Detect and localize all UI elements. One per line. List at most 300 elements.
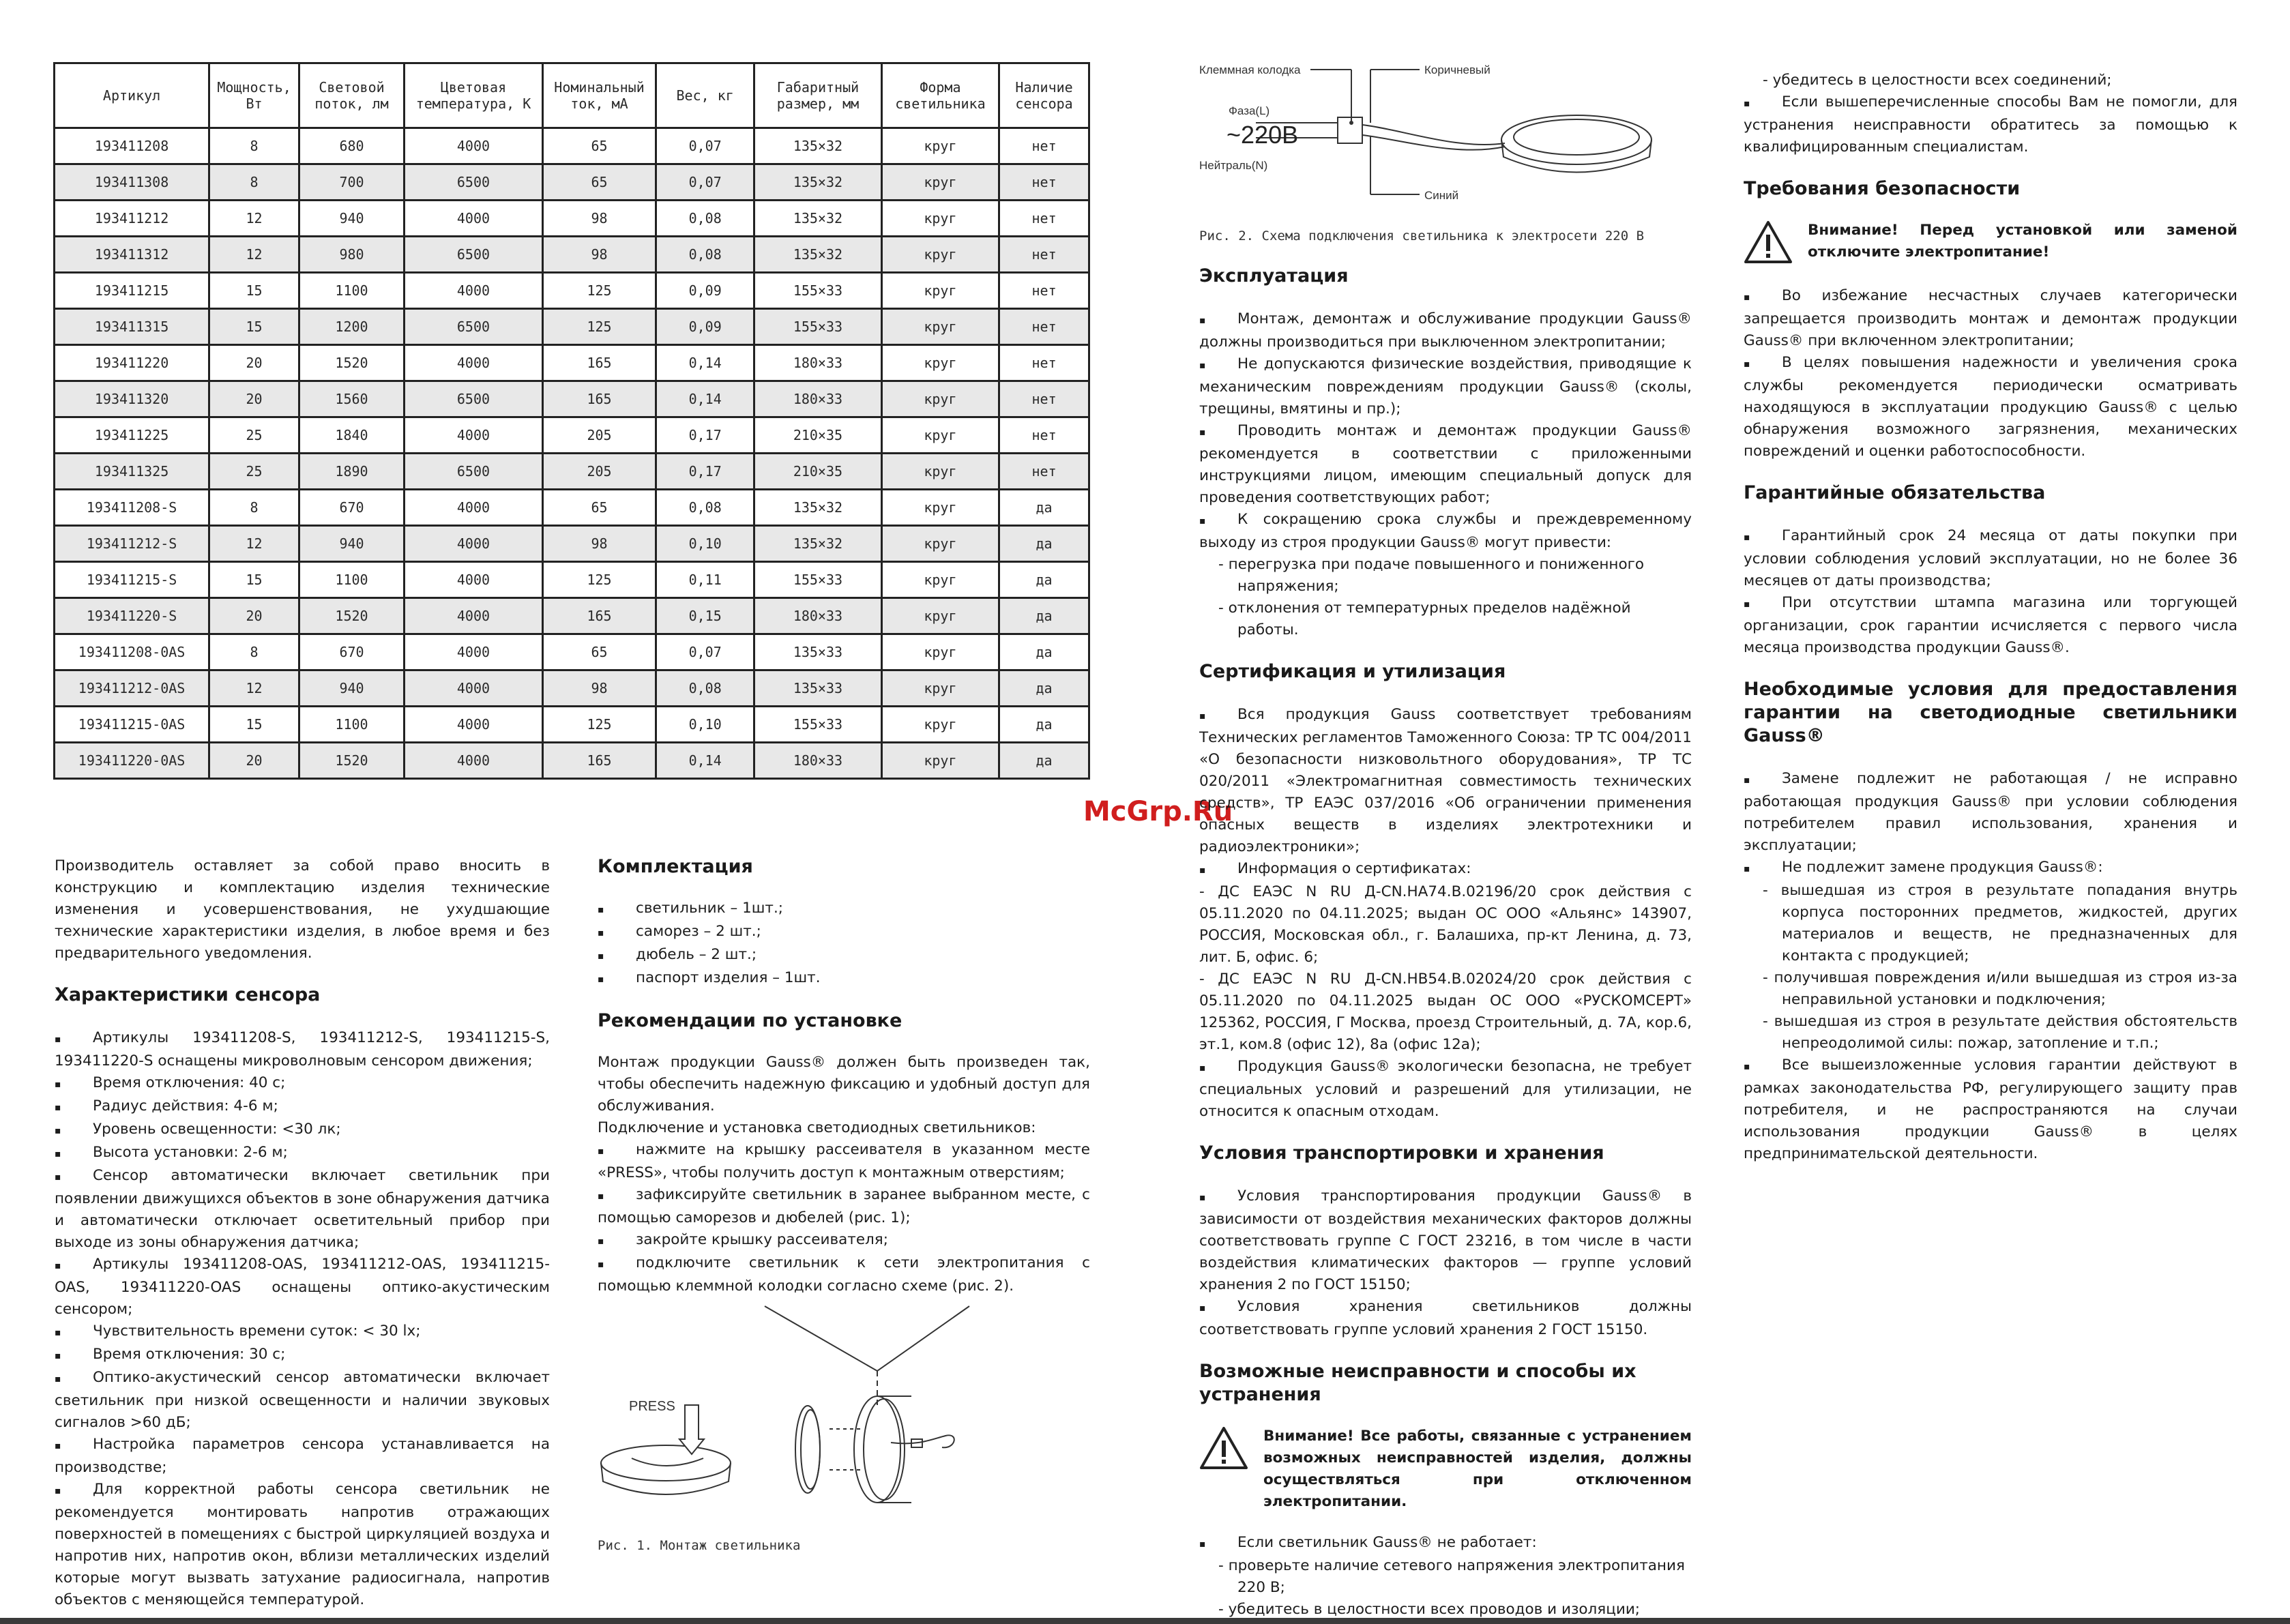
cell-flux: 1100 [299, 562, 404, 598]
cell-weight: 0,08 [656, 201, 754, 237]
specifications-table [53, 62, 1090, 780]
phase-label: Фаза(L) [1229, 104, 1270, 117]
cell-power: 20 [209, 743, 299, 779]
table-row [55, 526, 1089, 562]
cell-flux: 670 [299, 634, 404, 670]
cell-color-temp: 6500 [405, 454, 543, 490]
col-header-color-temp: Цветовая температура, К [405, 63, 543, 128]
list-item: ▪ Продукция Gauss® экологически безопасна, не требует специальных условий и разрешений для утилизации, не относится к опасным отходам. [1199, 1056, 1692, 1123]
transport-title: Условия транспортировки и хранения [1199, 1142, 1604, 1164]
cell-shape: круг [881, 345, 999, 381]
cell-color-temp: 4000 [405, 526, 543, 562]
cell-flux: 680 [299, 128, 404, 164]
cell-color-temp: 4000 [405, 634, 543, 670]
cell-shape: круг [881, 526, 999, 562]
cell-size: 180×33 [754, 743, 882, 779]
cell-size: 135×33 [754, 634, 882, 670]
warranty-title: Гарантийные обязательства [1744, 482, 2046, 503]
cell-current: 65 [542, 490, 656, 526]
list-item: ▪ Если светильник Gauss® не работает: [1199, 1532, 1692, 1555]
list-item: - проверьте наличие сетевого напряжения электропитания 220 В; [1218, 1557, 1685, 1596]
luminaire-side [1501, 140, 1652, 173]
list-item: ▪ паспорт изделия – 1шт. [598, 967, 1090, 990]
cell-article: 193411208-S [55, 490, 209, 526]
list-item: ▪ Не допускаются физические воздействия, приводящие к механическим повреждениям продукции Gauss® (сколы, трещины, вмятины и пр.); [1199, 353, 1692, 420]
list-item: ▪ Артикулы 193411208-OAS, 193411212-OAS, 193411215-OAS, 193411220-OAS оснащены оптико-акустическим сенсором; [55, 1254, 550, 1320]
col-header-sensor: Наличие сенсора [999, 63, 1089, 128]
cell-power: 20 [209, 381, 299, 417]
list-item: - вышедшая из строя в результате попадания внутрь корпуса посторонних предметов, жидкостей, других материалов и веществ, не предназначенных для контакта с продукцией; [1763, 882, 2237, 964]
mounting-figure [591, 1303, 973, 1528]
cell-current: 165 [542, 381, 656, 417]
faults-warning-text: Внимание! Все работы, связанные с устранением возможных неисправностей изделия, должны осуществляться при отключенном электропитании. [1263, 1428, 1692, 1510]
list-item: ▪ Условия хранения светильников должны соответствовать группе условий хранения 2 ГОСТ 15150. [1199, 1296, 1692, 1341]
cell-power: 25 [209, 417, 299, 454]
cell-size: 155×33 [754, 273, 882, 309]
cell-power: 12 [209, 237, 299, 273]
luminaire-body [601, 1463, 731, 1494]
kit-list [598, 898, 1090, 990]
cell-size: 155×33 [754, 562, 882, 598]
cell-color-temp: 4000 [405, 345, 543, 381]
operation-title: Эксплуатация [1199, 265, 1349, 286]
cell-weight: 0,14 [656, 743, 754, 779]
list-item: ▪ Для корректной работы сенсора светильник не рекомендуется монтировать напротив отражающих поверхностей в помещениях с быстрой циркуляцией воздуха и напротив них, напротив окон, вблизи металлических изделий которые могут вызвать затухание радиосигнала, напротив объектов с меняющейся температурой. [55, 1479, 550, 1611]
install-intro: Монтаж продукции Gauss® должен быть произведен так, чтобы обеспечить надежную фиксацию и удобный доступ для обслуживания. [598, 1054, 1090, 1114]
luminaire-diffuser [1514, 119, 1639, 155]
luminaire-top [601, 1445, 731, 1481]
cell-sensor: да [999, 634, 1089, 670]
list-item: ▪ К сокращению срока службы и преждевременному выходу из строя продукции Gauss® могут привести: [1199, 509, 1692, 554]
list-item: - отклонения от температурных пределов надёжной работы. [1218, 600, 1631, 638]
safety-title: Требования безопасности [1744, 178, 2021, 199]
cell-article: 193411325 [55, 454, 209, 490]
cell-power: 15 [209, 562, 299, 598]
cell-flux: 700 [299, 164, 404, 201]
cell-sensor: нет [999, 201, 1089, 237]
cell-sensor: нет [999, 381, 1089, 417]
cell-article: 193411215-0AS [55, 707, 209, 743]
cell-sensor: нет [999, 128, 1089, 164]
cell-size: 210×35 [754, 417, 882, 454]
cell-color-temp: 4000 [405, 743, 543, 779]
safety-list [1744, 285, 2237, 462]
warning-icon [1199, 1426, 1248, 1471]
safety-warning-text: Внимание! Перед установкой или заменой отключите электропитание! [1808, 222, 2237, 261]
cell-flux: 1520 [299, 345, 404, 381]
cell-size: 180×33 [754, 345, 882, 381]
cell-weight: 0,09 [656, 309, 754, 345]
operation-list [1199, 308, 1692, 641]
cell-sensor: нет [999, 309, 1089, 345]
cell-article: 193411212-0AS [55, 670, 209, 707]
list-item: - убедитесь в целостности всех соединений; [1763, 72, 2112, 89]
cell-weight: 0,07 [656, 164, 754, 201]
cell-article: 193411215 [55, 273, 209, 309]
col-header-article: Артикул [55, 63, 209, 128]
table-row [55, 634, 1089, 670]
table-row [55, 128, 1089, 164]
cell-current: 65 [542, 164, 656, 201]
cell-size: 155×33 [754, 309, 882, 345]
cell-shape: круг [881, 417, 999, 454]
cell-size: 180×33 [754, 598, 882, 634]
cell-sensor: нет [999, 345, 1089, 381]
cell-article: 193411215-S [55, 562, 209, 598]
cell-weight: 0,07 [656, 128, 754, 164]
cell-size: 135×33 [754, 670, 882, 707]
terminal-label: Клеммная колодка [1199, 63, 1301, 76]
kit-title: Комплектация [598, 856, 753, 877]
faults-warning [1199, 1426, 1692, 1513]
cell-article: 193411308 [55, 164, 209, 201]
cell-color-temp: 4000 [405, 490, 543, 526]
cell-current: 165 [542, 345, 656, 381]
table-row [55, 598, 1089, 634]
table-header-row [55, 63, 1089, 128]
cell-sensor: нет [999, 237, 1089, 273]
cell-sensor: да [999, 490, 1089, 526]
cell-power: 8 [209, 490, 299, 526]
list-item: - перегрузка при подаче повышенного и пониженного напряжения; [1218, 556, 1645, 595]
cell-current: 205 [542, 417, 656, 454]
column-1 [55, 855, 550, 1611]
cell-current: 125 [542, 707, 656, 743]
cell-sensor: нет [999, 164, 1089, 201]
cell-power: 20 [209, 345, 299, 381]
cell-flux: 1100 [299, 707, 404, 743]
cell-power: 8 [209, 128, 299, 164]
cell-weight: 0,14 [656, 345, 754, 381]
cell-sensor: да [999, 526, 1089, 562]
cell-article: 193411312 [55, 237, 209, 273]
cell-sensor: да [999, 707, 1089, 743]
cell-flux: 1520 [299, 598, 404, 634]
table-row [55, 454, 1089, 490]
cell-color-temp: 4000 [405, 670, 543, 707]
cell-size: 155×33 [754, 707, 882, 743]
list-item: ▪ нажмите на крышку рассеивателя в указанном месте «PRESS», чтобы получить доступ к монтажным отверстиям; [598, 1139, 1090, 1184]
list-item: ▪ саморез – 2 шт.; [598, 921, 1090, 944]
list-item: - получившая повреждения и/или вышедшая из строя из-за неправильной установки и подключения; [1763, 969, 2237, 1008]
table-row [55, 562, 1089, 598]
cell-sensor: да [999, 743, 1089, 779]
cell-current: 98 [542, 237, 656, 273]
cell-color-temp: 6500 [405, 237, 543, 273]
cell-color-temp: 4000 [405, 598, 543, 634]
table-row [55, 345, 1089, 381]
conditions-list [1744, 768, 2237, 1165]
cell-weight: 0,17 [656, 417, 754, 454]
cell-power: 8 [209, 164, 299, 201]
cell-color-temp: 4000 [405, 562, 543, 598]
cell-article: 193411220-0AS [55, 743, 209, 779]
list-item: ▪ Информация о сертификатах: [1199, 858, 1692, 881]
sensor-list [55, 1027, 550, 1611]
list-item: ▪ Монтаж, демонтаж и обслуживание продукции Gauss® должны производиться при выключенном электропитании; [1199, 308, 1692, 353]
cell-shape: круг [881, 128, 999, 164]
cell-current: 65 [542, 634, 656, 670]
col-header-weight: Вес, кг [656, 63, 754, 128]
list-item: ▪ Время отключения: 30 с; [55, 1344, 550, 1367]
cell-sensor: нет [999, 417, 1089, 454]
cell-size: 135×32 [754, 201, 882, 237]
list-item: ▪ Радиус действия: 4-6 м; [55, 1095, 550, 1119]
list-item: - вышедшая из строя в результате действия обстоятельств непреодолимой силы: пожар, затопление и т.п.; [1763, 1013, 2237, 1052]
cell-article: 193411212-S [55, 526, 209, 562]
list-item: ▪ Оптико-акустический сенсор автоматически включает светильник при низкой освещенности и наличии звуковых сигналов >60 дБ; [55, 1367, 550, 1434]
cell-weight: 0,08 [656, 237, 754, 273]
column-2 [598, 855, 1090, 1297]
cell-flux: 940 [299, 201, 404, 237]
brown-label: Коричневый [1424, 63, 1491, 76]
cell-article: 193411225 [55, 417, 209, 454]
cell-flux: 1100 [299, 273, 404, 309]
cell-weight: 0,17 [656, 454, 754, 490]
list-item: ▪ Сенсор автоматически включает светильник при появлении движущихся объектов в зоне обнаружения датчика и автоматически отключает осветительный прибор при выходе из зоны обнаружения датчика; [55, 1165, 550, 1254]
cell-flux: 1200 [299, 309, 404, 345]
blue-cable [1362, 135, 1505, 150]
cell-weight: 0,14 [656, 381, 754, 417]
list-item: ▪ Вся продукция Gauss соответствует требованиям Технических регламентов Таможенного Союза: ТР ТС 004/2011 «О безопасности низковольтного оборудования», ТР ТС 020/2011 «Электромагнитная совместимость технических средств», ТР ЕАЭС 037/2016 «Об ограничении применения опасных веществ в изделиях электротехники и радиоэлектроники»; [1199, 704, 1692, 858]
fig2-caption: Рис. 2. Схема подключения светильника к электросети 220 В [1199, 228, 1645, 243]
cell-power: 15 [209, 273, 299, 309]
cell-article: 193411208-0AS [55, 634, 209, 670]
ceiling-corner-lines [765, 1306, 969, 1371]
install-title: Рекомендации по установке [598, 1010, 902, 1031]
list-item: ▪ Артикулы 193411208-S, 193411212-S, 193411215-S, 193411220-S оснащены микроволновым сенсором движения; [55, 1027, 550, 1072]
cell-color-temp: 4000 [405, 417, 543, 454]
cell-flux: 1840 [299, 417, 404, 454]
table-row [55, 743, 1089, 779]
cell-article: 193411208 [55, 128, 209, 164]
cell-sensor: да [999, 562, 1089, 598]
list-item: ▪ Время отключения: 40 с; [55, 1072, 550, 1095]
cell-flux: 1560 [299, 381, 404, 417]
diffuser-edge [632, 1458, 703, 1466]
faults-title: Возможные неисправности и способы их устранения [1199, 1361, 1636, 1405]
bottom-rule [0, 1618, 2290, 1624]
cell-current: 125 [542, 273, 656, 309]
cell-flux: 940 [299, 670, 404, 707]
voltage-label: ~220В [1227, 121, 1299, 149]
cell-power: 15 [209, 707, 299, 743]
table-row [55, 417, 1089, 454]
cell-shape: круг [881, 381, 999, 417]
cell-shape: круг [881, 454, 999, 490]
col-header-current: Номинальный ток, мА [542, 63, 656, 128]
cell-sensor: да [999, 598, 1089, 634]
list-item: ▪ светильник – 1шт.; [598, 898, 1090, 921]
cell-shape: круг [881, 309, 999, 345]
list-item: ▪ зафиксируйте светильник в заранее выбранном месте, с помощью саморезов и дюбелей (рис. 1); [598, 1184, 1090, 1229]
list-item: ▪ Уровень освещенности: <30 лк; [55, 1119, 550, 1142]
list-item: ▪ Условия транспортирования продукции Gauss® в зависимости от воздействия механических факторов должны соответствовать группе С ГОСТ 23216, в том числе в части воздействия климатических факторов — группе условий хранения 2 по ГОСТ 15150; [1199, 1185, 1692, 1296]
cell-color-temp: 4000 [405, 201, 543, 237]
cell-article: 193411320 [55, 381, 209, 417]
table-row [55, 670, 1089, 707]
cell-flux: 670 [299, 490, 404, 526]
cell-weight: 0,09 [656, 273, 754, 309]
cell-flux: 940 [299, 526, 404, 562]
base-ring-inner [864, 1399, 905, 1500]
warning-icon [1744, 220, 1793, 265]
cell-weight: 0,15 [656, 598, 754, 634]
list-item: ▪ В целях повышения надежности и увеличения срока службы рекомендуется периодически осматривать находящуюся в эксплуатации продукцию Gauss® с целью обнаружения возможного загрязнения, механических повреждений и оценки работоспособности. [1744, 352, 2237, 462]
table-row [55, 490, 1089, 526]
table-row [55, 707, 1089, 743]
cell-current: 205 [542, 454, 656, 490]
cell-power: 20 [209, 598, 299, 634]
cell-article: 193411220 [55, 345, 209, 381]
table-row [55, 273, 1089, 309]
cell-color-temp: 6500 [405, 164, 543, 201]
cell-current: 165 [542, 743, 656, 779]
cell-sensor: да [999, 670, 1089, 707]
list-item: ▪ дюбель – 2 шт.; [598, 944, 1090, 967]
cell-current: 165 [542, 598, 656, 634]
cell-size: 135×32 [754, 526, 882, 562]
faults-list [1199, 1532, 1692, 1621]
cell-color-temp: 6500 [405, 381, 543, 417]
list-item: ▪ Гарантийный срок 24 месяца от даты покупки при условии соблюдения условий эксплуатации, но не более 36 месяцев от даты производства; [1744, 525, 2237, 592]
neutral-label: Нейтраль(N) [1199, 159, 1268, 172]
terminal-block-icon [1338, 117, 1362, 143]
watermark: McGrp.Ru [1083, 796, 1233, 827]
cell-shape: круг [881, 273, 999, 309]
cell-shape: круг [881, 598, 999, 634]
cell-weight: 0,08 [656, 490, 754, 526]
list-item: - ДС ЕАЭС N RU Д-CN.НА74.В.02196/20 срок действия с 05.11.2020 по 04.11.2025; выдан ОС ООО «Альянс» 143907, РОССИЯ, Московская обл., г. Балашиха, пр-кт Ленина, д. 73, лит. Б, офис. 6; [1199, 883, 1692, 966]
cell-power: 8 [209, 634, 299, 670]
column-4 [1744, 70, 2237, 1165]
cell-size: 210×35 [754, 454, 882, 490]
cell-color-temp: 4000 [405, 273, 543, 309]
cell-size: 135×32 [754, 164, 882, 201]
cell-shape: круг [881, 670, 999, 707]
table-row [55, 201, 1089, 237]
col-header-flux: Световой поток, лм [299, 63, 404, 128]
cell-current: 125 [542, 309, 656, 345]
cell-shape: круг [881, 707, 999, 743]
terminal-dot [1349, 121, 1353, 125]
cell-size: 135×32 [754, 490, 882, 526]
col-header-size: Габаритный размер, мм [754, 63, 882, 128]
fig1-caption: Рис. 1. Монтаж светильника [598, 1538, 801, 1553]
col-header-power: Мощность, Вт [209, 63, 299, 128]
brown-cable [1362, 125, 1505, 145]
luminaire-icon [1501, 115, 1652, 164]
cell-shape: круг [881, 201, 999, 237]
cell-flux: 1890 [299, 454, 404, 490]
list-item: ▪ подключите светильник к сети электропитания с помощью клеммной колодки согласно схеме (рис. 2). [598, 1252, 1090, 1297]
list-item: - ДС ЕАЭС N RU Д-CN.НВ54.В.02024/20 срок действия с 05.11.2020 по 04.11.2025 выдан ОС ООО «РУСКОМСЕРТ» 125362, РОССИЯ, Г Москва, проезд Строительный, д. 7А, кор.6, эт.1, ком.8 (офис 12), 8а (офис 12а); [1199, 971, 1692, 1053]
cell-shape: круг [881, 634, 999, 670]
cell-flux: 1520 [299, 743, 404, 779]
cell-shape: круг [881, 743, 999, 779]
sensor-title: Характеристики сенсора [55, 984, 321, 1005]
cell-sensor: нет [999, 273, 1089, 309]
cell-size: 180×33 [754, 381, 882, 417]
press-arrow-icon [679, 1405, 704, 1454]
table-row [55, 237, 1089, 273]
cell-power: 12 [209, 670, 299, 707]
cell-shape: круг [881, 237, 999, 273]
cell-weight: 0,11 [656, 562, 754, 598]
cell-power: 12 [209, 201, 299, 237]
cell-current: 65 [542, 128, 656, 164]
list-item: ▪ Чувствительность времени суток: < 30 lx; [55, 1320, 550, 1344]
cell-weight: 0,10 [656, 526, 754, 562]
cell-power: 15 [209, 309, 299, 345]
table-row [55, 381, 1089, 417]
cell-power: 12 [209, 526, 299, 562]
cell-color-temp: 4000 [405, 707, 543, 743]
cell-weight: 0,10 [656, 707, 754, 743]
cell-shape: круг [881, 562, 999, 598]
col-header-shape: Форма светильника [881, 63, 999, 128]
list-item: ▪ закройте крышку рассеивателя; [598, 1229, 1090, 1252]
warranty-list [1744, 525, 2237, 659]
manufacturer-note: Производитель оставляет за собой право вносить в конструкцию и комплектацию изделия технические изменения и усовершенствования, не ухудшающие технические характеристики изделия, в любое время и без предварительного уведомления. [55, 857, 550, 962]
table-row [55, 309, 1089, 345]
cell-flux: 980 [299, 237, 404, 273]
list-item: ▪ При отсутствии штампа магазина или торгующей организации, срок гарантии исчисляется с первого числа месяца производства продукции Gauss®. [1744, 592, 2237, 659]
cell-size: 135×32 [754, 128, 882, 164]
cell-size: 135×32 [754, 237, 882, 273]
cell-weight: 0,08 [656, 670, 754, 707]
install-subtitle: Подключение и установка светодиодных светильников: [598, 1119, 1036, 1136]
safety-warning [1744, 220, 2237, 265]
cell-power: 25 [209, 454, 299, 490]
cell-color-temp: 4000 [405, 128, 543, 164]
cell-article: 193411315 [55, 309, 209, 345]
table-row [55, 164, 1089, 201]
cell-current: 125 [542, 562, 656, 598]
cell-color-temp: 6500 [405, 309, 543, 345]
cell-current: 98 [542, 201, 656, 237]
list-item: ▪ Высота установки: 2-6 м; [55, 1142, 550, 1165]
list-item: ▪ Если вышеперечисленные способы Вам не помогли, для устранения неисправности обратитесь за помощью к квалифицированным специалистам. [1744, 91, 2237, 158]
diffuser-cover-inner [801, 1410, 820, 1489]
cert-title: Сертификация и утилизация [1199, 661, 1506, 682]
base-ring [854, 1396, 900, 1503]
list-item: - убедитесь в целостности всех проводов и изоляции; [1218, 1601, 1641, 1618]
conditions-title: Необходимые условия для предоставления гарантии на светодиодные светильники Gauss® [1744, 679, 2237, 746]
blue-label: Синий [1424, 189, 1459, 202]
cell-article: 193411212 [55, 201, 209, 237]
table-body [55, 128, 1089, 779]
cell-current: 98 [542, 670, 656, 707]
list-item: ▪ Настройка параметров сенсора устанавливается на производстве; [55, 1434, 550, 1479]
list-item: ▪ Проводить монтаж и демонтаж продукции Gauss® рекомендуется в соответствии с приложенными инструкциями лицом, имеющим специальный допуск для проведения соответствующих работ; [1199, 420, 1692, 509]
cert-list [1199, 704, 1692, 1123]
cell-shape: круг [881, 490, 999, 526]
cell-weight: 0,07 [656, 634, 754, 670]
press-label: PRESS [629, 1399, 675, 1414]
list-item: ▪ Замене подлежит не работающая / не исправно работающая продукция Gauss® при условии соблюдения потребителем правил использования, хранения и эксплуатации; [1744, 768, 2237, 857]
list-item: ▪ Во избежание несчастных случаев категорически запрещается производить монтаж и демонтаж продукции Gauss® при включенном электропитании; [1744, 285, 2237, 352]
list-item: ▪ Не подлежит замене продукция Gauss®: [1744, 857, 2237, 880]
transport-list [1199, 1185, 1692, 1341]
column-3 [1199, 265, 1692, 1621]
list-item: ▪ Все вышеизложенные условия гарантии действуют в рамках законодательства РФ, регулирующего защиту прав потребителя, и не распространяются на случаи использования продукции Gauss® в целях предпринимательской деятельности. [1744, 1054, 2237, 1165]
cell-article: 193411220-S [55, 598, 209, 634]
wiring-diagram [1198, 55, 1703, 211]
cell-shape: круг [881, 164, 999, 201]
cell-sensor: нет [999, 454, 1089, 490]
cell-current: 98 [542, 526, 656, 562]
